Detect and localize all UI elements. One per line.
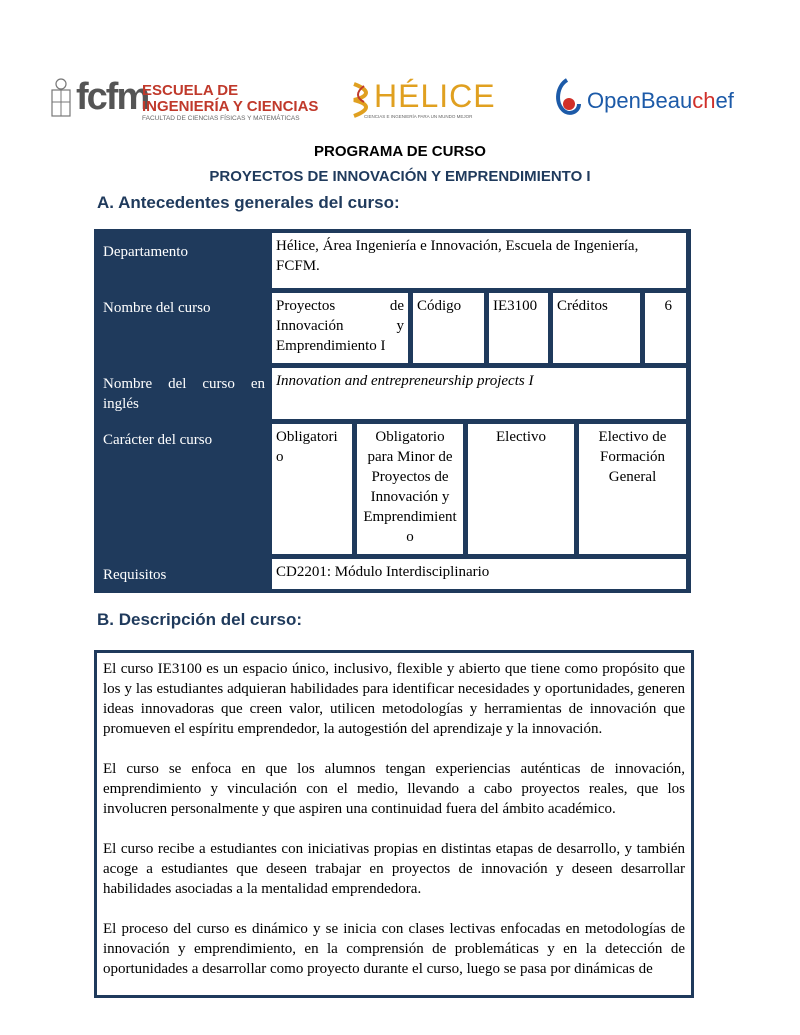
label-requisitos: Requisitos [103, 567, 167, 583]
course-name-title: PROYECTOS DE INNOVACIÓN Y EMPRENDIMIENTO I [209, 168, 591, 185]
course-description-box [94, 650, 694, 998]
nombre-line3: Emprendimiento I [276, 338, 386, 354]
label-departamento: Departamento [103, 244, 188, 260]
cell-creditos: 6 [644, 292, 687, 364]
description-paragraph-2: El curso se enfoca en que los alumnos tengan experiencias auténticas de innovación, emprendimiento y vinculación con el medio, llevando a cabo proyectos reales, que los involucren personalmente y que aspiren una continuidad fuera del ámbito académico. [103, 761, 685, 817]
cell-caracter-electivo: Electivo [467, 423, 575, 555]
ob-word-part-a: OpenBeau [587, 88, 693, 113]
fcfm-wordmark: fcfm [76, 76, 149, 118]
cell-requisitos: CD2201: Módulo Interdisciplinario [271, 558, 687, 590]
minor-line2: para Minor de [367, 449, 453, 465]
minor-line6: o [406, 529, 414, 545]
helice-logo [350, 74, 496, 126]
section-b-heading: B. Descripción del curso: [97, 610, 302, 629]
electivo-fg-line3: General [608, 469, 657, 485]
cell-codigo: IE3100 [488, 292, 549, 364]
description-paragraph-4: El proceso del curso es dinámico y se inicia con clases lectivas enfocadas en metodologías de innovación y emprendimiento, en la comprensión de problemáticas y en la detección de oportunidades a desarrollar como proyecto durante el curso, luego se pasa por dinámicas de [103, 921, 685, 977]
departamento-line1: Hélice, Área Ingeniería e Innovación, Escuela de Ingeniería, [276, 238, 639, 254]
minor-line1: Obligatorio [375, 429, 445, 445]
logo-bar [0, 70, 800, 130]
cell-caracter-obligatorio [271, 423, 353, 555]
label-nombre: Nombre del curso [103, 300, 211, 316]
nombre-line2: Innovación y [276, 318, 404, 334]
label-nombre-ingles-2: inglés [103, 396, 139, 412]
openbeauchef-wordmark [587, 88, 734, 114]
electivo-fg-line2: Formación [600, 449, 665, 465]
openbeauchef-logo [553, 76, 733, 124]
nombre-line1: Proyectos de [276, 298, 404, 314]
fcfm-school-line2: INGENIERÍA Y CIENCIAS [142, 98, 319, 115]
course-info-table [94, 229, 691, 593]
section-a-heading: A. Antecedentes generales del curso: [97, 193, 400, 212]
obligatorio-line2: o [276, 449, 284, 465]
description-paragraph-1: El curso IE3100 es un espacio único, inclusivo, flexible y abierto que tiene como propósito que los y las estudiantes adquieran habilidades para identificar necesidades y oportunidades, generen ideas innovadoras que creen valor, utilicen metodologías y herramientas de innovación que promueven el espíritu emprendedor, la autogestión del aprendizaje y la innovación. [103, 661, 685, 737]
cell-creditos-label: Créditos [552, 292, 641, 364]
openbeauchef-swirl-icon [553, 76, 583, 120]
ob-word-part-b: ch [692, 88, 716, 113]
cell-nombre-ingles: Innovation and entrepreneurship projects I [271, 367, 687, 420]
electivo-fg-line1: Electivo de [598, 429, 667, 445]
cell-nombre [271, 292, 409, 364]
fcfm-faculty-line: FACULTAD DE CIENCIAS FÍSICAS Y MATEMÁTICAS [142, 115, 300, 122]
helice-wordmark: HÉLICE [374, 78, 496, 114]
ob-word-part-c: ef [715, 88, 734, 113]
cell-caracter-minor [356, 423, 464, 555]
minor-line5: Emprendimient [363, 509, 457, 525]
minor-line4: Innovación y [370, 489, 450, 505]
fcfm-school-line1: ESCUELA DE [142, 82, 239, 99]
description-paragraph-3: El curso recibe a estudiantes con iniciativas propias en distintas etapas de desarrollo, y también acoge a estudiantes que deseen trabajar en proyectos de innovación y deseen desarrollar habilidades asociadas a la mentalidad emprendedora. [103, 841, 685, 897]
label-nombre-ingles-1: Nombre del curso en [103, 376, 265, 392]
label-caracter: Carácter del curso [103, 432, 213, 448]
cell-codigo-label: Código [412, 292, 485, 364]
obligatorio-line1: Obligatori [276, 429, 338, 445]
minor-line3: Proyectos de [371, 469, 449, 485]
cell-caracter-electivo-fg [578, 423, 687, 555]
fcfm-logo [48, 72, 319, 128]
cell-departamento [271, 232, 687, 289]
university-seal-icon [48, 76, 74, 122]
page-title: PROGRAMA DE CURSO [314, 143, 486, 160]
helice-tagline: CIENCIAS E INGENIERÍA PARA UN MUNDO MEJOR [364, 114, 473, 119]
departamento-line2: FCFM. [276, 258, 320, 274]
